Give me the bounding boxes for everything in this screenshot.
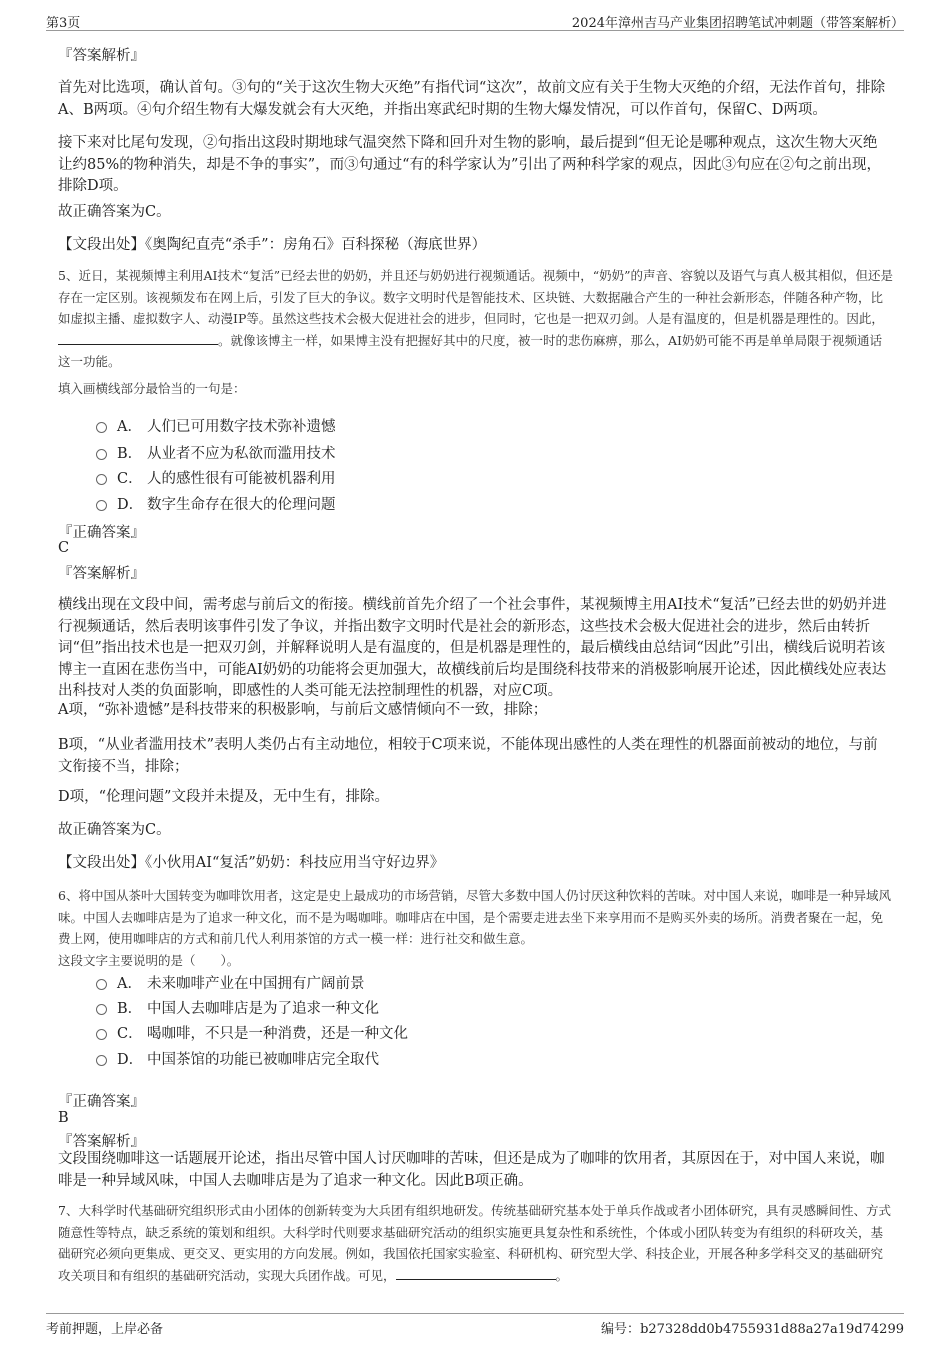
q5-answer-label: 『正确答案』 bbox=[58, 525, 145, 541]
q7-blank[interactable] bbox=[396, 1266, 556, 1280]
radio-icon[interactable] bbox=[96, 979, 107, 990]
q5-analysis-label: 『答案解析』 bbox=[58, 566, 145, 582]
q5-analysis-paragraph-1: 横线出现在文段中间，需考虑与前后文的衔接。横线前首先介绍了一个社会事件，某视频博主用AI技术“复活”已经去世的奶奶并进行视频通话，然后表明该事件引发了争议，并指出数字文明时代是社会的新形态，这些技术会极大促进社会的进步，然后由转折词“但”指出技术也是一把双刃剑，并解释说明人是有温度的，但是机器是理性的，最后横线由总结词“因此”引出，横线后说明若该博主一直困在悲伤当中，可能AI奶奶的功能将会更加强大，故横线前后均是围绕科技带来的消极影响展开论述，因此横线处应表达出科技对人类的负面影响，即感性的人类可能无法控制理性的机器，对应C项。 bbox=[58, 597, 887, 699]
page-number: 第3页 bbox=[46, 16, 81, 31]
radio-icon[interactable] bbox=[96, 422, 107, 433]
radio-icon[interactable] bbox=[96, 1004, 107, 1015]
q5-analysis-paragraph-2: A项，“弥补遗憾”是科技带来的积极影响，与前后文感情倾向不一致，排除； bbox=[58, 702, 548, 718]
q4-analysis-paragraph-2: 接下来对比尾句发现，②句指出这段时期地球气温突然下降和回升对生物的影响，最后提到“但无论是哪种观点，这次生物大灭绝让约85%的物种消失，却是不争的事实”，而③句通过“有的科学家认为”引出了两种科学家的观点，因此③句应在②句之前出现，排除D项。 bbox=[58, 135, 881, 194]
q5-analysis-paragraph-3: B项，“从业者滥用技术”表明人类仍占有主动地位，相较于C项来说，不能体现出感性的人类在理性的机器面前被动的地位，与前文衔接不当，排除； bbox=[58, 737, 878, 775]
footer-slogan: 考前押题，上岸必备 bbox=[46, 1322, 164, 1337]
q6-option-a[interactable]: A． 未来咖啡产业在中国拥有广阔前景 bbox=[96, 972, 365, 993]
q5-option-a[interactable]: A． 人们已可用数字技术弥补遗憾 bbox=[96, 415, 336, 436]
q6-option-b[interactable]: B． 中国人去咖啡店是为了追求一种文化 bbox=[96, 997, 379, 1018]
q6-prompt: 这段文字主要说明的是（ ）。 bbox=[58, 953, 240, 968]
radio-icon[interactable] bbox=[96, 500, 107, 511]
q4-source: 【文段出处】《奥陶纪直壳“杀手”：房角石》百科探秘（海底世界） bbox=[58, 237, 487, 253]
q4-conclusion: 故正确答案为C。 bbox=[58, 204, 171, 220]
q5-stem: 5、近日，某视频博主利用AI技术“复活”已经去世的奶奶，并且还与奶奶进行视频通话。视频中，“奶奶”的声音、容貌以及语气与真人极其相似，但还是存在一定区别。该视频发布在网上后，引发了巨大的争议。数字文明时代是智能技术、区块链、大数据融合产生的一种社会新形态，伴随各种产物，比如虚拟主播、虚拟数字人、动漫IP等。虽然这些技术会极大促进社会的进步，但同时，它也是一把双刃剑。人是有温度的，但是机器是理性的。因此，。就像该博主一样，如果博主没有把握好其中的尺度，被一时的悲伤麻痹，那么，AI奶奶可能不再是单单局限于视频通话这一功能。 bbox=[58, 268, 893, 369]
q4-analysis-label: 『答案解析』 bbox=[58, 48, 145, 64]
page-footer bbox=[46, 1313, 904, 1337]
q6-analysis-label: 『答案解析』 bbox=[58, 1134, 145, 1150]
q6-answer: B bbox=[58, 1110, 69, 1126]
page-header bbox=[46, 8, 904, 31]
q5-conclusion: 故正确答案为C。 bbox=[58, 822, 171, 838]
q6-option-d[interactable]: D． 中国茶馆的功能已被咖啡店完全取代 bbox=[96, 1048, 379, 1069]
q5-prompt: 填入画横线部分最恰当的一句是： bbox=[58, 381, 246, 396]
q4-analysis-paragraph-1: 首先对比选项，确认首句。③句的“关于这次生物大灭绝”有指代词“这次”，故前文应有关于生物大灭绝的介绍，无法作首句，排除A、B两项。④句介绍生物有大爆发就会有大灭绝，并指出寒武纪时期的生物大爆发情况，可以作首句，保留C、D两项。 bbox=[58, 80, 886, 118]
q5-option-c[interactable]: C． 人的感性很有可能被机器利用 bbox=[96, 467, 336, 488]
q6-option-c[interactable]: C． 喝咖啡，不只是一种消费，还是一种文化 bbox=[96, 1022, 408, 1043]
q6-analysis-paragraph: 文段围绕咖啡这一话题展开论述，指出尽管中国人讨厌咖啡的苦味，但还是成为了咖啡的饮用者，其原因在于，对中国人来说，咖啡是一种异域风味，中国人去咖啡店是为了追求一种文化。因此B项正确。 bbox=[58, 1151, 885, 1189]
radio-icon[interactable] bbox=[96, 474, 107, 485]
q5-analysis-paragraph-4: D项，“伦理问题”文段并未提及，无中生有，排除。 bbox=[58, 789, 389, 805]
radio-icon[interactable] bbox=[96, 449, 107, 460]
q5-blank[interactable] bbox=[58, 331, 218, 345]
document-title: 2024年漳州吉马产业集团招聘笔试冲刺题（带答案解析） bbox=[571, 16, 904, 31]
q5-answer: C bbox=[58, 540, 70, 556]
document-code: 编号：b27328dd0b4755931d88a27a19d74299 bbox=[601, 1322, 904, 1337]
q5-source: 【文段出处】《小伙用AI“复活”奶奶：科技应用当守好边界》 bbox=[58, 855, 445, 871]
q5-option-b[interactable]: B． 从业者不应为私欲而滥用技术 bbox=[96, 442, 336, 463]
q6-answer-label: 『正确答案』 bbox=[58, 1094, 145, 1110]
radio-icon[interactable] bbox=[96, 1029, 107, 1040]
q5-option-d[interactable]: D． 数字生命存在很大的伦理问题 bbox=[96, 493, 336, 514]
radio-icon[interactable] bbox=[96, 1055, 107, 1066]
q7-stem: 7、大科学时代基础研究组织形式由小团体的创新转变为大兵团有组织地研发。传统基础研究基本处于单兵作战或者小团体研究，具有灵感瞬间性、方式随意性等特点，缺乏系统的策划和组织。大科学时代则要求基础研究活动的组织实施更具复杂性和系统性，个体或小团队转变为有组织的科研攻关，基础研究必须向更集成、更交叉、更实用的方向发展。例如，我国依托国家实验室、科研机构、研究型大学、科技企业，开展各种多学科交叉的基础研究攻关项目和有组织的基础研究活动，实现大兵团作战。可见， 。 bbox=[58, 1203, 891, 1283]
q6-stem: 6、将中国从茶叶大国转变为咖啡饮用者，这定是史上最成功的市场营销，尽管大多数中国人仍讨厌这种饮料的苦味。对中国人来说，咖啡是一种异域风味。中国人去咖啡店是为了追求一种文化，而不是为喝咖啡。咖啡店在中国，是个需要走进去坐下来享用而不是购买外卖的场所。消费者聚在一起，免费上网，使用咖啡店的方式和前几代人利用茶馆的方式一模一样：进行社交和做生意。 bbox=[58, 888, 891, 946]
